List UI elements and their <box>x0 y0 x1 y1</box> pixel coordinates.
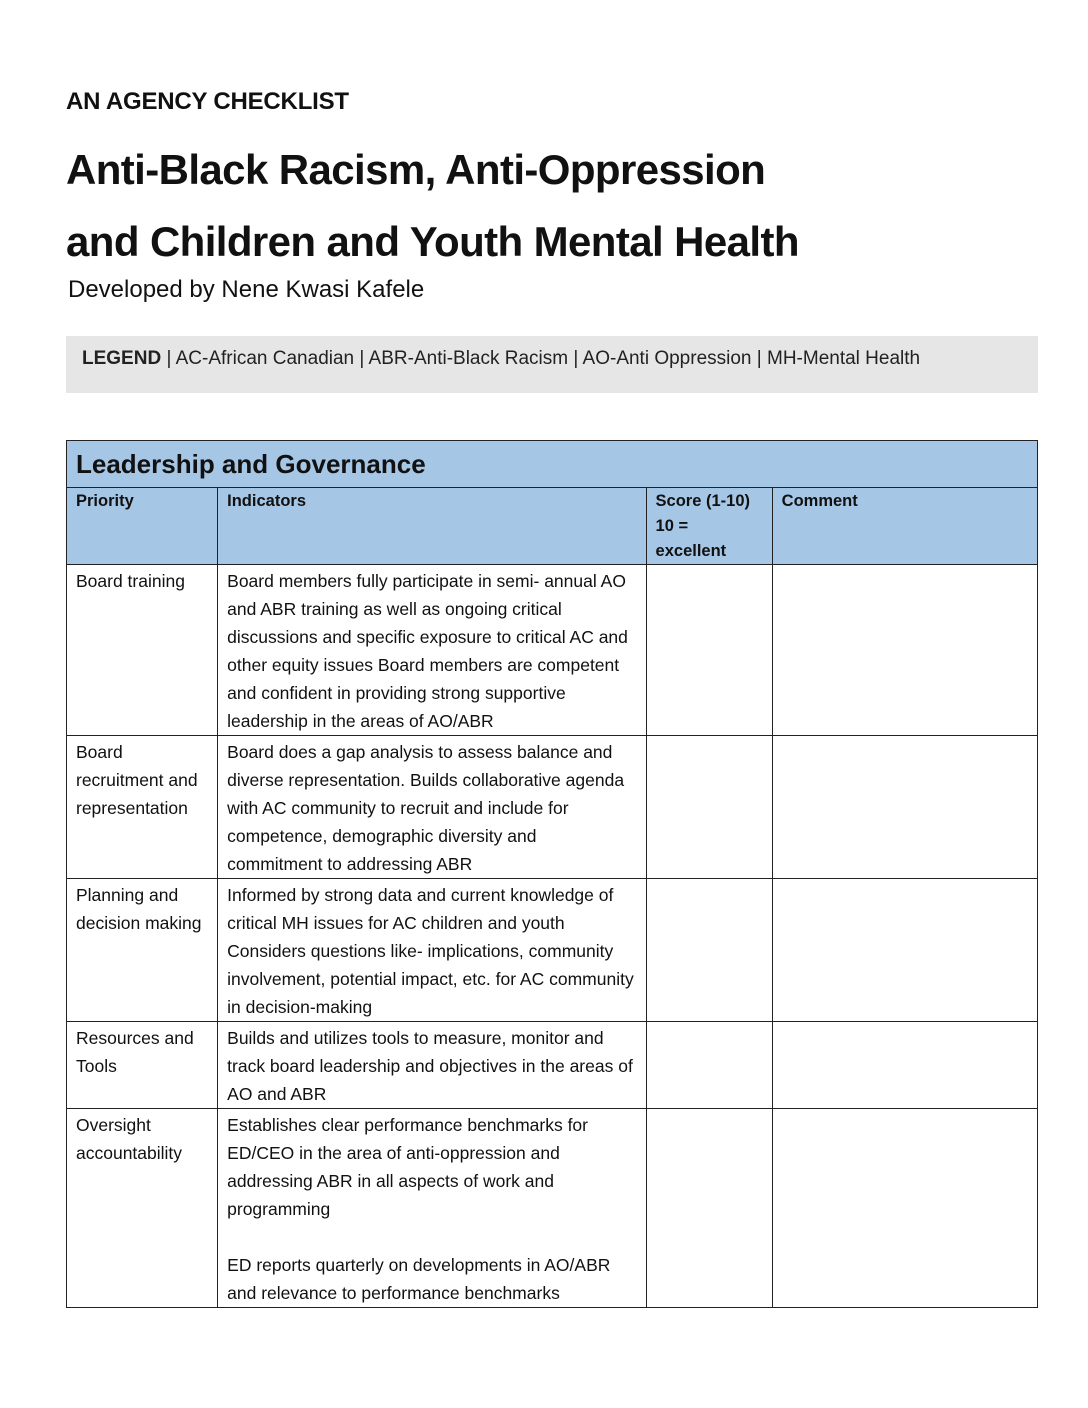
comment-cell[interactable] <box>772 1022 1037 1109</box>
indicators-paragraph: ED reports quarterly on developments in AO/ABR and relevance to performance benchmarks <box>227 1255 611 1303</box>
table-row <box>67 736 1038 879</box>
column-header-priority: Priority <box>67 488 218 565</box>
column-header-score <box>646 488 772 565</box>
score-header-line-1: Score (1-10) <box>655 492 751 510</box>
table-row <box>67 1022 1038 1109</box>
table-row <box>67 1109 1038 1308</box>
comment-cell[interactable] <box>772 565 1037 736</box>
priority-cell: Oversight accountability <box>67 1109 218 1308</box>
section-title: Leadership and Governance <box>67 441 1038 488</box>
indicators-paragraph: Establishes clear performance benchmarks for ED/CEO in the area of anti-oppression and addressing ABR in all aspects of work and programming <box>227 1115 588 1219</box>
priority-cell: Board training <box>67 565 218 736</box>
priority-cell: Resources and Tools <box>67 1022 218 1109</box>
score-cell[interactable] <box>646 1109 772 1308</box>
priority-cell: Planning and decision making <box>67 879 218 1022</box>
indicators-cell: Board members fully participate in semi- annual AO and ABR training as well as ongoing critical discussions and specific exposure to critical AC and other equity issues Board members are competent and confident in providing strong supportive leadership in the areas of AO/ABR <box>218 565 646 736</box>
document-title <box>66 134 966 278</box>
priority-cell: Board recruitment and representation <box>67 736 218 879</box>
section-header-row <box>67 441 1038 488</box>
document-eyebrow: AN AGENCY CHECKLIST <box>66 88 349 115</box>
paragraph-gap <box>227 1223 636 1251</box>
legend-text: | AC-African Canadian | ABR-Anti-Black Racism | AO-Anti Oppression | MH-Mental Health <box>161 348 921 369</box>
checklist-table <box>66 440 1038 1308</box>
score-cell[interactable] <box>646 565 772 736</box>
indicators-cell <box>218 1109 646 1308</box>
score-cell[interactable] <box>646 1022 772 1109</box>
column-header-comment: Comment <box>772 488 1037 565</box>
legend-label: LEGEND <box>82 348 162 369</box>
indicators-cell: Board does a gap analysis to assess balance and diverse representation. Builds collaborative agenda with AC community to recruit and include for competence, demographic diversity and commitment to addressing ABR <box>218 736 646 879</box>
document-subtitle: Developed by Nene Kwasi Kafele <box>68 276 425 303</box>
comment-cell[interactable] <box>772 879 1037 1022</box>
indicators-cell: Builds and utilizes tools to measure, monitor and track board leadership and objectives in the areas of AO and ABR <box>218 1022 646 1109</box>
comment-cell[interactable] <box>772 1109 1037 1308</box>
table-row <box>67 879 1038 1022</box>
title-line-2: and Children and Youth Mental Health <box>66 218 799 265</box>
title-line-1: Anti-Black Racism, Anti-Oppression <box>66 146 766 193</box>
score-cell[interactable] <box>646 879 772 1022</box>
table-row <box>67 565 1038 736</box>
score-header-line-2: 10 = excellent <box>655 517 727 560</box>
column-header-indicators: Indicators <box>218 488 646 565</box>
score-cell[interactable] <box>646 736 772 879</box>
column-header-row <box>67 488 1038 565</box>
indicators-cell: Informed by strong data and current knowledge of critical MH issues for AC children and youth Considers questions like- implications, community involvement, potential impact, etc. for AC community in decision-making <box>218 879 646 1022</box>
comment-cell[interactable] <box>772 736 1037 879</box>
legend-bar <box>66 336 1038 393</box>
